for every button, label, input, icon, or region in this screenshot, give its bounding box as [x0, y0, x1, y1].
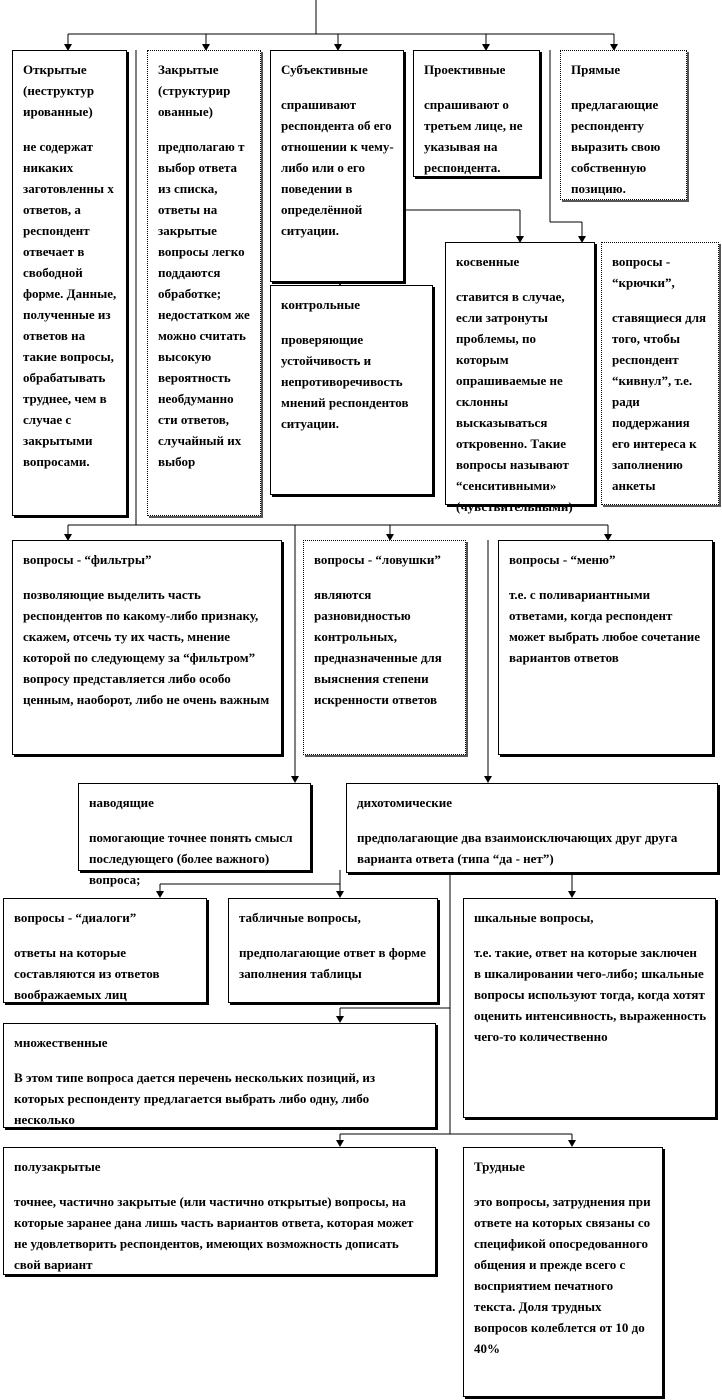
box-text: предполагающие два взаимоисключающих друг друга варианта ответа (типа “да - нет”): [357, 830, 678, 866]
box-text: т.е. с поливариантными ответами, когда респондент может выбрать любое сочетание вариантов ответов: [509, 587, 701, 665]
box-direct-questions: [560, 50, 687, 200]
box-leading-questions: [78, 783, 311, 887]
box-trap-questions: [303, 540, 466, 755]
box-title: наводящие: [89, 795, 154, 810]
box-title: вопросы - “меню”: [509, 552, 616, 567]
box-title: вопросы - “крючки”,: [612, 254, 675, 290]
box-control-questions: [270, 285, 433, 495]
box-text: В этом типе вопроса дается перечень нескольких позиций, из которых респонденту предлагается выбрать либо одну, либо несколько: [14, 1070, 376, 1127]
box-text: предполагающие ответ в форме заполнения таблицы: [239, 945, 426, 981]
box-filter-questions: [12, 540, 282, 755]
box-difficult-questions: [463, 1147, 663, 1397]
box-title: множественные: [14, 1035, 108, 1050]
box-title: вопросы - “ловушки”: [314, 552, 441, 567]
box-title: Трудные: [474, 1159, 525, 1174]
box-dichotomous-questions: [346, 783, 718, 873]
box-title: Субъективные: [281, 62, 368, 77]
box-projective-questions: [413, 50, 540, 177]
box-title: Открытые (неструктур ированные): [23, 62, 95, 119]
box-title: контрольные: [281, 297, 360, 312]
box-text: спрашивают о третьем лице, не указывая на респондента.: [424, 97, 523, 175]
box-title: вопросы - “фильтры”: [23, 552, 152, 567]
box-title: вопросы - “диалоги”: [14, 910, 137, 925]
box-menu-questions: [498, 540, 713, 755]
box-text: позволяющие выделить часть респондентов по какому-либо признаку, скажем, отсечь ту их часть, мнение которой по следующему за “фильтром” вопросу представляется либо особо ценным, наоборот, либо не очень важным: [23, 587, 270, 707]
box-subjective-questions: [270, 50, 404, 282]
box-scale-questions: [463, 898, 716, 1118]
box-text: помогающие точнее понять смысл последующего (более важного) вопроса;: [89, 830, 293, 887]
box-dialog-questions: [3, 898, 207, 1003]
box-text: предполагаю т выбор ответа из списка, ответы на закрытые вопросы легко поддаются обработке; недостатком же можно считать высокую вероятность необдуманно сти ответов, случайный их выбор: [158, 139, 250, 469]
box-title: табличные вопросы,: [239, 910, 361, 925]
box-text: предлагающие респонденту выразить свою собственную позицию.: [571, 97, 661, 196]
box-text: ставится в случае, если затронуты проблемы, по которым опрашиваемые не склонны высказываться откровенно. Такие вопросы называют “сенситивными» (чувствительными): [456, 289, 573, 514]
box-multiple-questions: [3, 1023, 436, 1128]
box-text: это вопросы, затруднения при ответе на которых связаны со спецификой опосредованного общения и прежде всего с восприятием печатного текста. Доля трудных вопросов колеблется от 10 до 40%: [474, 1194, 651, 1356]
box-open-questions: [12, 50, 127, 516]
box-title: косвенные: [456, 254, 520, 269]
box-text: являются разновидностью контрольных, предназначенные для выяснения степени искренности ответов: [314, 587, 442, 707]
box-text: т.е. такие, ответ на которые заключен в шкалировании чего-либо; шкальные вопросы используют тогда, когда хотят оценить интенсивность, выраженность чего-то количественно: [474, 945, 707, 1044]
box-title: шкальные вопросы,: [474, 910, 594, 925]
box-text: не содержат никаких заготовленны х ответов, а респондент отвечает в свободной форме. Данные, полученные из ответов на такие вопросы, обрабатывать труднее, чем в случае с закрытыми вопросами.: [23, 139, 117, 469]
box-title: Закрытые (структурир ованные): [158, 62, 231, 119]
box-text: проверяющие устойчивость и непротиворечивость мнений респондентов ситуации.: [281, 332, 409, 431]
box-text: ставящиеся для того, чтобы респондент “кивнул”, т.е. ради поддержания его интереса к заполнению анкеты: [612, 310, 707, 493]
box-table-questions: [228, 898, 438, 1003]
box-title: дихотомические: [357, 795, 452, 810]
box-text: спрашивают респондента об его отношении к чему-либо или о его поведении в определённой ситуации.: [281, 97, 394, 238]
box-closed-questions: [147, 50, 261, 516]
box-text: точнее, частично закрытые (или частично открытые) вопросы, на которые заранее дана лишь часть вариантов ответа, которая может не удовлетворить респондентов, имеющих возможность дописать свой вариант: [14, 1194, 414, 1272]
box-semiclosed-questions: [3, 1147, 436, 1275]
box-text: ответы на которые составляются из ответов воображаемых лиц: [14, 945, 160, 1002]
box-title: Проективные: [424, 62, 506, 77]
box-title: Прямые: [571, 62, 621, 77]
box-indirect-questions: [445, 242, 595, 514]
box-title: полузакрытые: [14, 1159, 101, 1174]
box-hook-questions: [601, 242, 719, 505]
